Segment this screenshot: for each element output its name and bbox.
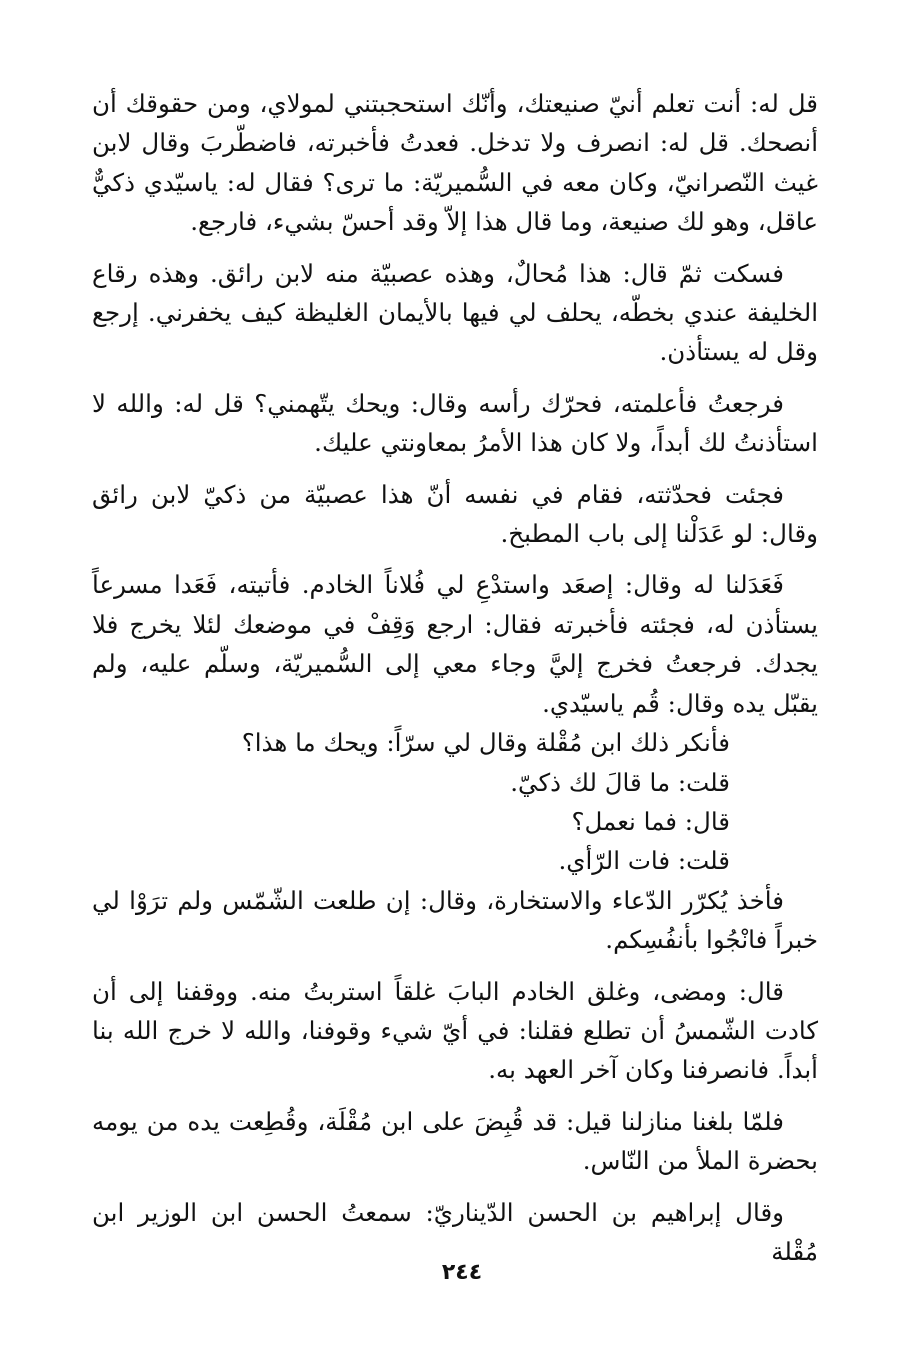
dialog-line-1: فأنكر ذلك ابن مُقْلة وقال لي سرّاً: ويحك ما هذا؟ [241,728,730,758]
paragraph-4: فجئت فحدّثته، فقام في نفسه أنّ هذا عصبيّة من ذكيّ لابن رائق وقال: لو عَدَلْنا إلى باب المطبخ. [92,479,818,549]
paragraph-3: فرجعتُ فأعلمته، فحرّك رأسه وقال: ويحك يتّهمني؟ قل له: والله لا استأذنتُ لك أبداً، ولا كان هذا الأمرُ بمعاونتي عليك. [92,388,818,458]
dialog-line-2: قلت: ما قالَ لك ذكيّ. [510,767,730,797]
paragraph-5: فَعَدَلنا له وقال: إصعَد واستدْعِ لي فُلاناً الخادم. فأتيته، فَعَدا مسرعاً يستأذن له، فجئته فأخبرته فقال: ارجع وَقِفْ في موضعك لئلا يخرج فلا يجدك. فرجعتُ فخرج إليَّ وجاء معي إلى السُّميريّة، وسلّم عليه، ولم يقبّل يده وقال: قُم ياسيّدي. [92,570,818,718]
dialog-line-4: قلت: فات الرّأي. [558,846,730,876]
paragraph-9: وقال إبراهيم بن الحسن الدّيناريّ: سمعتُ الحسن ابن الوزير ابن مُقْلة [92,1197,818,1266]
body-text [92,84,818,1283]
dialog-line-3: قال: فما نعمل؟ [571,806,730,836]
paragraph-6: فأخذ يُكرّر الدّعاء والاستخارة، وقال: إن طلعت الشّمّس ولم ترَوْا لي خبراً فانْجُوا بأنفُسِكم. [92,885,818,955]
paragraph-2: فسكت ثمّ قال: هذا مُحالٌ، وهذه عصبيّة منه لابن رائق. وهذه رقاع الخليفة عندي بخطّه، يحلف لي فيها بالأيمان الغليظة كيف يخفرني. إرجع وقل له يستأذن. [92,258,818,367]
page-number: ٢٤٤ [441,1260,483,1285]
paragraph-8: فلمّا بلغنا منازلنا قيل: قد قُبِضَ على ابن مُقْلَة، وقُطِعت يده من يومه بحضرة الملأ من النّاس. [92,1106,818,1176]
paragraph-1: قل له: أنت تعلم أنيّ صنيعتك، وأنّك استحجبتني لمولاي، ومن حقوقك أن أنصحك. قل له: انصرف ولا تدخل. فعدتُ فأخبرته، فاضطّربَ وقال لابن غيث النّصرانيّ، وكان معه في السُّميريّة: ما ترى؟ فقال له: ياسيّدي ذكيٌّ عاقل، وهو لك صنيعة، وما قال هذا إلاّ وقد أحسّ بشيء، فارجع. [92,89,818,237]
paragraph-7: قال: ومضى، وغلق الخادم البابَ غلقاً استربتُ منه. ووقفنا إلى أن كادت الشّمسُ أن تطلع فقلنا: في أيّ شيء وقوفنا، والله لا خرج الله بنا أبداً. فانصرفنا وكان آخر العهد به. [92,976,818,1085]
